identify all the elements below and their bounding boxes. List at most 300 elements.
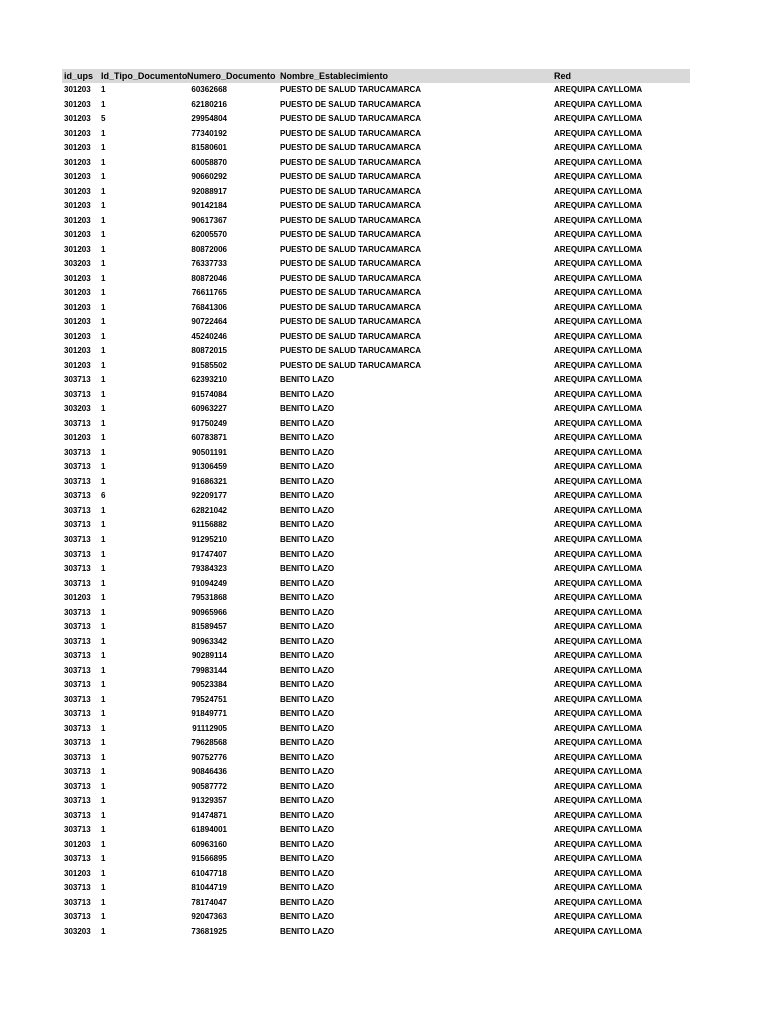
cell-id-ups: 303713	[64, 636, 91, 646]
cell-id-tipo-documento: 6	[101, 491, 106, 501]
cell-id-ups: 301203	[64, 244, 91, 254]
cell-red: AREQUIPA CAYLLOMA	[554, 462, 643, 472]
cell-id-ups: 303713	[64, 607, 91, 617]
cell-nombre-establecimiento: BENITO LAZO	[280, 476, 335, 486]
table-row	[62, 896, 690, 911]
cell-id-ups: 301203	[64, 230, 91, 240]
cell-numero-documento: 81044719	[191, 883, 227, 893]
cell-id-ups: 303713	[64, 622, 91, 632]
cell-id-ups: 301203	[64, 186, 91, 196]
cell-id-ups: 303713	[64, 897, 91, 907]
cell-id-ups: 301203	[64, 302, 91, 312]
cell-red: AREQUIPA CAYLLOMA	[554, 114, 643, 124]
cell-numero-documento: 61894001	[191, 825, 227, 835]
cell-numero-documento: 90846436	[191, 767, 227, 777]
table-row	[62, 98, 690, 113]
cell-nombre-establecimiento: BENITO LAZO	[280, 651, 335, 661]
cell-red: AREQUIPA CAYLLOMA	[554, 549, 643, 559]
cell-id-ups: 303713	[64, 680, 91, 690]
cell-numero-documento: 79524751	[191, 694, 227, 704]
cell-red: AREQUIPA CAYLLOMA	[554, 360, 643, 370]
cell-id-ups: 303713	[64, 462, 91, 472]
cell-id-tipo-documento: 1	[101, 680, 106, 690]
table-row	[62, 925, 690, 940]
table-row	[62, 910, 690, 925]
cell-red: AREQUIPA CAYLLOMA	[554, 99, 643, 109]
cell-red: AREQUIPA CAYLLOMA	[554, 868, 643, 878]
cell-numero-documento: 91474871	[191, 810, 227, 820]
cell-numero-documento: 90501191	[191, 447, 227, 457]
cell-id-tipo-documento: 1	[101, 839, 106, 849]
table-row	[62, 591, 690, 606]
cell-nombre-establecimiento: BENITO LAZO	[280, 389, 335, 399]
cell-id-tipo-documento: 1	[101, 622, 106, 632]
cell-nombre-establecimiento: BENITO LAZO	[280, 825, 335, 835]
table-row	[62, 243, 690, 258]
table-row	[62, 635, 690, 650]
cell-numero-documento: 90963342	[191, 636, 227, 646]
cell-nombre-establecimiento: PUESTO DE SALUD TARUCAMARCA	[280, 288, 422, 298]
cell-id-ups: 303713	[64, 534, 91, 544]
cell-red: AREQUIPA CAYLLOMA	[554, 317, 643, 327]
cell-numero-documento: 79983144	[191, 665, 227, 675]
table-row	[62, 185, 690, 200]
table-row	[62, 562, 690, 577]
cell-id-ups: 303713	[64, 883, 91, 893]
table-row	[62, 823, 690, 838]
cell-id-tipo-documento: 1	[101, 128, 106, 138]
cell-numero-documento: 77340192	[191, 128, 227, 138]
cell-nombre-establecimiento: PUESTO DE SALUD TARUCAMARCA	[280, 172, 422, 182]
cell-numero-documento: 91156882	[191, 520, 227, 530]
cell-numero-documento: 90617367	[191, 215, 227, 225]
cell-id-tipo-documento: 1	[101, 796, 106, 806]
cell-id-tipo-documento: 1	[101, 172, 106, 182]
cell-id-tipo-documento: 1	[101, 825, 106, 835]
cell-nombre-establecimiento: PUESTO DE SALUD TARUCAMARCA	[280, 244, 422, 254]
cell-id-tipo-documento: 1	[101, 549, 106, 559]
cell-nombre-establecimiento: PUESTO DE SALUD TARUCAMARCA	[280, 157, 422, 167]
cell-id-tipo-documento: 1	[101, 926, 106, 936]
cell-nombre-establecimiento: BENITO LAZO	[280, 767, 335, 777]
table-row	[62, 881, 690, 896]
cell-nombre-establecimiento: BENITO LAZO	[280, 636, 335, 646]
cell-id-tipo-documento: 1	[101, 607, 106, 617]
table-row	[62, 548, 690, 563]
cell-red: AREQUIPA CAYLLOMA	[554, 694, 643, 704]
cell-nombre-establecimiento: PUESTO DE SALUD TARUCAMARCA	[280, 99, 422, 109]
cell-id-tipo-documento: 1	[101, 781, 106, 791]
cell-nombre-establecimiento: BENITO LAZO	[280, 375, 335, 385]
cell-red: AREQUIPA CAYLLOMA	[554, 680, 643, 690]
cell-id-ups: 303713	[64, 825, 91, 835]
cell-id-tipo-documento: 1	[101, 346, 106, 356]
cell-red: AREQUIPA CAYLLOMA	[554, 288, 643, 298]
cell-nombre-establecimiento: BENITO LAZO	[280, 404, 335, 414]
cell-id-tipo-documento: 1	[101, 912, 106, 922]
cell-numero-documento: 91750249	[191, 418, 227, 428]
cell-numero-documento: 29954804	[191, 114, 227, 124]
cell-id-ups: 301203	[64, 868, 91, 878]
cell-numero-documento: 92209177	[191, 491, 227, 501]
cell-numero-documento: 90722464	[191, 317, 227, 327]
cell-red: AREQUIPA CAYLLOMA	[554, 230, 643, 240]
cell-red: AREQUIPA CAYLLOMA	[554, 201, 643, 211]
cell-id-ups: 301203	[64, 172, 91, 182]
cell-id-ups: 303713	[64, 738, 91, 748]
spreadsheet	[62, 69, 690, 939]
cell-nombre-establecimiento: PUESTO DE SALUD TARUCAMARCA	[280, 186, 422, 196]
cell-id-tipo-documento: 1	[101, 738, 106, 748]
cell-red: AREQUIPA CAYLLOMA	[554, 723, 643, 733]
cell-nombre-establecimiento: BENITO LAZO	[280, 433, 335, 443]
cell-nombre-establecimiento: BENITO LAZO	[280, 854, 335, 864]
cell-id-tipo-documento: 1	[101, 230, 106, 240]
cell-id-tipo-documento: 1	[101, 897, 106, 907]
cell-numero-documento: 92088917	[191, 186, 227, 196]
cell-nombre-establecimiento: PUESTO DE SALUD TARUCAMARCA	[280, 128, 422, 138]
cell-nombre-establecimiento: PUESTO DE SALUD TARUCAMARCA	[280, 114, 422, 124]
cell-id-tipo-documento: 1	[101, 564, 106, 574]
cell-id-ups: 301203	[64, 201, 91, 211]
header-id-ups: id_ups	[64, 71, 94, 81]
cell-nombre-establecimiento: BENITO LAZO	[280, 839, 335, 849]
cell-id-ups: 301203	[64, 114, 91, 124]
table-row	[62, 344, 690, 359]
cell-numero-documento: 91112905	[192, 723, 227, 733]
cell-red: AREQUIPA CAYLLOMA	[554, 302, 643, 312]
header-row	[62, 69, 690, 83]
cell-id-tipo-documento: 1	[101, 418, 106, 428]
cell-red: AREQUIPA CAYLLOMA	[554, 564, 643, 574]
cell-red: AREQUIPA CAYLLOMA	[554, 622, 643, 632]
cell-numero-documento: 62180216	[191, 99, 227, 109]
cell-nombre-establecimiento: PUESTO DE SALUD TARUCAMARCA	[280, 143, 422, 153]
table-row	[62, 751, 690, 766]
cell-id-tipo-documento: 1	[101, 244, 106, 254]
cell-numero-documento: 90660292	[191, 172, 227, 182]
cell-red: AREQUIPA CAYLLOMA	[554, 825, 643, 835]
cell-id-tipo-documento: 1	[101, 709, 106, 719]
cell-nombre-establecimiento: BENITO LAZO	[280, 796, 335, 806]
cell-red: AREQUIPA CAYLLOMA	[554, 433, 643, 443]
cell-numero-documento: 90289114	[191, 651, 227, 661]
cell-red: AREQUIPA CAYLLOMA	[554, 491, 643, 501]
cell-nombre-establecimiento: PUESTO DE SALUD TARUCAMARCA	[280, 302, 422, 312]
cell-numero-documento: 62821042	[191, 505, 227, 515]
cell-red: AREQUIPA CAYLLOMA	[554, 418, 643, 428]
table-row	[62, 577, 690, 592]
cell-id-tipo-documento: 1	[101, 447, 106, 457]
cell-numero-documento: 73681925	[191, 926, 227, 936]
cell-red: AREQUIPA CAYLLOMA	[554, 389, 643, 399]
cell-nombre-establecimiento: BENITO LAZO	[280, 418, 335, 428]
table-row	[62, 446, 690, 461]
cell-id-ups: 301203	[64, 593, 91, 603]
cell-id-ups: 301203	[64, 839, 91, 849]
cell-numero-documento: 80872006	[191, 244, 227, 254]
cell-nombre-establecimiento: PUESTO DE SALUD TARUCAMARCA	[280, 273, 422, 283]
cell-nombre-establecimiento: BENITO LAZO	[280, 491, 335, 501]
table-row	[62, 112, 690, 127]
table-row	[62, 533, 690, 548]
cell-red: AREQUIPA CAYLLOMA	[554, 883, 643, 893]
cell-nombre-establecimiento: BENITO LAZO	[280, 593, 335, 603]
cell-nombre-establecimiento: BENITO LAZO	[280, 462, 335, 472]
cell-red: AREQUIPA CAYLLOMA	[554, 128, 643, 138]
cell-id-tipo-documento: 1	[101, 317, 106, 327]
cell-numero-documento: 91585502	[191, 360, 227, 370]
table-row	[62, 794, 690, 809]
table-row	[62, 722, 690, 737]
cell-id-tipo-documento: 1	[101, 375, 106, 385]
table-row	[62, 330, 690, 345]
cell-id-ups: 303713	[64, 796, 91, 806]
cell-id-ups: 303713	[64, 447, 91, 457]
cell-id-tipo-documento: 1	[101, 651, 106, 661]
header-red: Red	[554, 71, 572, 81]
cell-nombre-establecimiento: PUESTO DE SALUD TARUCAMARCA	[280, 215, 422, 225]
cell-numero-documento: 79384323	[191, 564, 227, 574]
cell-id-tipo-documento: 1	[101, 752, 106, 762]
cell-nombre-establecimiento: BENITO LAZO	[280, 781, 335, 791]
cell-id-tipo-documento: 1	[101, 665, 106, 675]
cell-red: AREQUIPA CAYLLOMA	[554, 738, 643, 748]
cell-nombre-establecimiento: BENITO LAZO	[280, 505, 335, 515]
cell-id-ups: 301203	[64, 288, 91, 298]
table-row	[62, 315, 690, 330]
cell-nombre-establecimiento: BENITO LAZO	[280, 912, 335, 922]
table-row	[62, 809, 690, 824]
cell-id-tipo-documento: 1	[101, 723, 106, 733]
cell-id-tipo-documento: 1	[101, 694, 106, 704]
table-row	[62, 693, 690, 708]
cell-nombre-establecimiento: BENITO LAZO	[280, 709, 335, 719]
cell-nombre-establecimiento: BENITO LAZO	[280, 680, 335, 690]
cell-red: AREQUIPA CAYLLOMA	[554, 375, 643, 385]
table-row	[62, 460, 690, 475]
cell-id-tipo-documento: 1	[101, 360, 106, 370]
cell-id-tipo-documento: 1	[101, 143, 106, 153]
cell-id-ups: 303713	[64, 520, 91, 530]
table-body	[62, 83, 690, 939]
cell-nombre-establecimiento: BENITO LAZO	[280, 868, 335, 878]
cell-red: AREQUIPA CAYLLOMA	[554, 752, 643, 762]
cell-numero-documento: 91329357	[191, 796, 227, 806]
table-row	[62, 388, 690, 403]
cell-id-ups: 303713	[64, 723, 91, 733]
cell-numero-documento: 60963227	[191, 404, 227, 414]
cell-id-ups: 303713	[64, 651, 91, 661]
cell-id-tipo-documento: 1	[101, 534, 106, 544]
table-row	[62, 780, 690, 795]
cell-red: AREQUIPA CAYLLOMA	[554, 578, 643, 588]
table-row	[62, 373, 690, 388]
header-numero-documento: Numero_Documento	[187, 71, 276, 81]
cell-id-ups: 303713	[64, 476, 91, 486]
cell-red: AREQUIPA CAYLLOMA	[554, 476, 643, 486]
cell-numero-documento: 79628568	[191, 738, 227, 748]
cell-id-ups: 303713	[64, 854, 91, 864]
cell-nombre-establecimiento: BENITO LAZO	[280, 694, 335, 704]
cell-numero-documento: 91686321	[191, 476, 227, 486]
cell-id-tipo-documento: 1	[101, 201, 106, 211]
cell-id-tipo-documento: 1	[101, 767, 106, 777]
cell-id-ups: 301203	[64, 317, 91, 327]
cell-id-ups: 303713	[64, 505, 91, 515]
cell-id-tipo-documento: 1	[101, 186, 106, 196]
cell-numero-documento: 60963160	[191, 839, 227, 849]
cell-numero-documento: 90523384	[191, 680, 227, 690]
cell-nombre-establecimiento: BENITO LAZO	[280, 665, 335, 675]
cell-numero-documento: 90142184	[191, 201, 227, 211]
cell-id-ups: 303713	[64, 752, 91, 762]
cell-nombre-establecimiento: BENITO LAZO	[280, 607, 335, 617]
table-row	[62, 664, 690, 679]
cell-red: AREQUIPA CAYLLOMA	[554, 854, 643, 864]
cell-id-ups: 301203	[64, 273, 91, 283]
table-row	[62, 141, 690, 156]
cell-red: AREQUIPA CAYLLOMA	[554, 273, 643, 283]
cell-red: AREQUIPA CAYLLOMA	[554, 404, 643, 414]
cell-nombre-establecimiento: BENITO LAZO	[280, 622, 335, 632]
cell-nombre-establecimiento: PUESTO DE SALUD TARUCAMARCA	[280, 331, 422, 341]
cell-red: AREQUIPA CAYLLOMA	[554, 186, 643, 196]
cell-id-tipo-documento: 1	[101, 404, 106, 414]
cell-red: AREQUIPA CAYLLOMA	[554, 447, 643, 457]
cell-red: AREQUIPA CAYLLOMA	[554, 665, 643, 675]
table-row	[62, 518, 690, 533]
cell-nombre-establecimiento: BENITO LAZO	[280, 520, 335, 530]
cell-numero-documento: 91574084	[191, 389, 227, 399]
cell-id-ups: 303713	[64, 564, 91, 574]
cell-red: AREQUIPA CAYLLOMA	[554, 143, 643, 153]
cell-numero-documento: 91306459	[191, 462, 227, 472]
table-row	[62, 649, 690, 664]
cell-id-ups: 301203	[64, 143, 91, 153]
table-row	[62, 489, 690, 504]
cell-numero-documento: 78174047	[191, 897, 227, 907]
cell-id-tipo-documento: 1	[101, 157, 106, 167]
table-row	[62, 678, 690, 693]
cell-numero-documento: 45240246	[191, 331, 227, 341]
cell-id-ups: 301203	[64, 360, 91, 370]
table-row	[62, 156, 690, 171]
cell-nombre-establecimiento: PUESTO DE SALUD TARUCAMARCA	[280, 230, 422, 240]
table-row	[62, 852, 690, 867]
cell-nombre-establecimiento: PUESTO DE SALUD TARUCAMARCA	[280, 317, 422, 327]
cell-numero-documento: 60362668	[191, 85, 227, 94]
cell-id-ups: 301203	[64, 215, 91, 225]
cell-id-ups: 301203	[64, 85, 91, 94]
table-row	[62, 838, 690, 853]
cell-id-tipo-documento: 1	[101, 636, 106, 646]
cell-id-ups: 303713	[64, 810, 91, 820]
table-row	[62, 867, 690, 882]
cell-numero-documento: 91747407	[191, 549, 227, 559]
cell-numero-documento: 76841306	[191, 302, 227, 312]
cell-red: AREQUIPA CAYLLOMA	[554, 157, 643, 167]
cell-numero-documento: 60058870	[191, 157, 227, 167]
table-row	[62, 301, 690, 316]
cell-nombre-establecimiento: BENITO LAZO	[280, 578, 335, 588]
cell-id-tipo-documento: 1	[101, 331, 106, 341]
cell-numero-documento: 92047363	[191, 912, 227, 922]
cell-red: AREQUIPA CAYLLOMA	[554, 607, 643, 617]
cell-red: AREQUIPA CAYLLOMA	[554, 912, 643, 922]
cell-red: AREQUIPA CAYLLOMA	[554, 651, 643, 661]
table-row	[62, 272, 690, 287]
cell-red: AREQUIPA CAYLLOMA	[554, 215, 643, 225]
table-row	[62, 417, 690, 432]
cell-id-tipo-documento: 1	[101, 578, 106, 588]
header-id-tipo-documento: Id_Tipo_Documento	[101, 71, 187, 81]
cell-red: AREQUIPA CAYLLOMA	[554, 259, 643, 269]
table-row	[62, 127, 690, 142]
table-row	[62, 402, 690, 417]
cell-numero-documento: 90587772	[191, 781, 227, 791]
cell-id-ups: 303713	[64, 389, 91, 399]
cell-id-tipo-documento: 5	[101, 114, 106, 124]
cell-id-ups: 303713	[64, 549, 91, 559]
cell-id-tipo-documento: 1	[101, 302, 106, 312]
cell-red: AREQUIPA CAYLLOMA	[554, 520, 643, 530]
table-row	[62, 359, 690, 374]
cell-id-tipo-documento: 1	[101, 476, 106, 486]
cell-id-ups: 301203	[64, 331, 91, 341]
cell-red: AREQUIPA CAYLLOMA	[554, 534, 643, 544]
cell-red: AREQUIPA CAYLLOMA	[554, 172, 643, 182]
cell-numero-documento: 60783871	[191, 433, 227, 443]
cell-red: AREQUIPA CAYLLOMA	[554, 244, 643, 254]
cell-id-tipo-documento: 1	[101, 854, 106, 864]
cell-numero-documento: 91094249	[191, 578, 227, 588]
cell-red: AREQUIPA CAYLLOMA	[554, 593, 643, 603]
table-row	[62, 620, 690, 635]
cell-nombre-establecimiento: BENITO LAZO	[280, 883, 335, 893]
table-row	[62, 286, 690, 301]
cell-red: AREQUIPA CAYLLOMA	[554, 767, 643, 777]
cell-id-tipo-documento: 1	[101, 433, 106, 443]
cell-red: AREQUIPA CAYLLOMA	[554, 331, 643, 341]
table-row	[62, 170, 690, 185]
cell-red: AREQUIPA CAYLLOMA	[554, 781, 643, 791]
cell-id-ups: 301203	[64, 157, 91, 167]
cell-numero-documento: 79531868	[191, 593, 227, 603]
cell-id-ups: 303713	[64, 578, 91, 588]
cell-red: AREQUIPA CAYLLOMA	[554, 810, 643, 820]
cell-numero-documento: 80872015	[191, 346, 227, 356]
cell-id-tipo-documento: 1	[101, 259, 106, 269]
cell-id-tipo-documento: 1	[101, 593, 106, 603]
cell-id-tipo-documento: 1	[101, 810, 106, 820]
cell-id-tipo-documento: 1	[101, 85, 106, 94]
table-row	[62, 765, 690, 780]
cell-id-ups: 301203	[64, 433, 91, 443]
cell-numero-documento: 90752776	[191, 752, 227, 762]
cell-nombre-establecimiento: BENITO LAZO	[280, 549, 335, 559]
cell-id-tipo-documento: 1	[101, 462, 106, 472]
cell-nombre-establecimiento: PUESTO DE SALUD TARUCAMARCA	[280, 85, 422, 94]
cell-id-ups: 301203	[64, 99, 91, 109]
cell-id-ups: 303713	[64, 418, 91, 428]
cell-nombre-establecimiento: BENITO LAZO	[280, 752, 335, 762]
cell-red: AREQUIPA CAYLLOMA	[554, 796, 643, 806]
cell-id-ups: 303203	[64, 926, 91, 936]
cell-id-ups: 301203	[64, 128, 91, 138]
table-row	[62, 475, 690, 490]
cell-nombre-establecimiento: PUESTO DE SALUD TARUCAMARCA	[280, 201, 422, 211]
